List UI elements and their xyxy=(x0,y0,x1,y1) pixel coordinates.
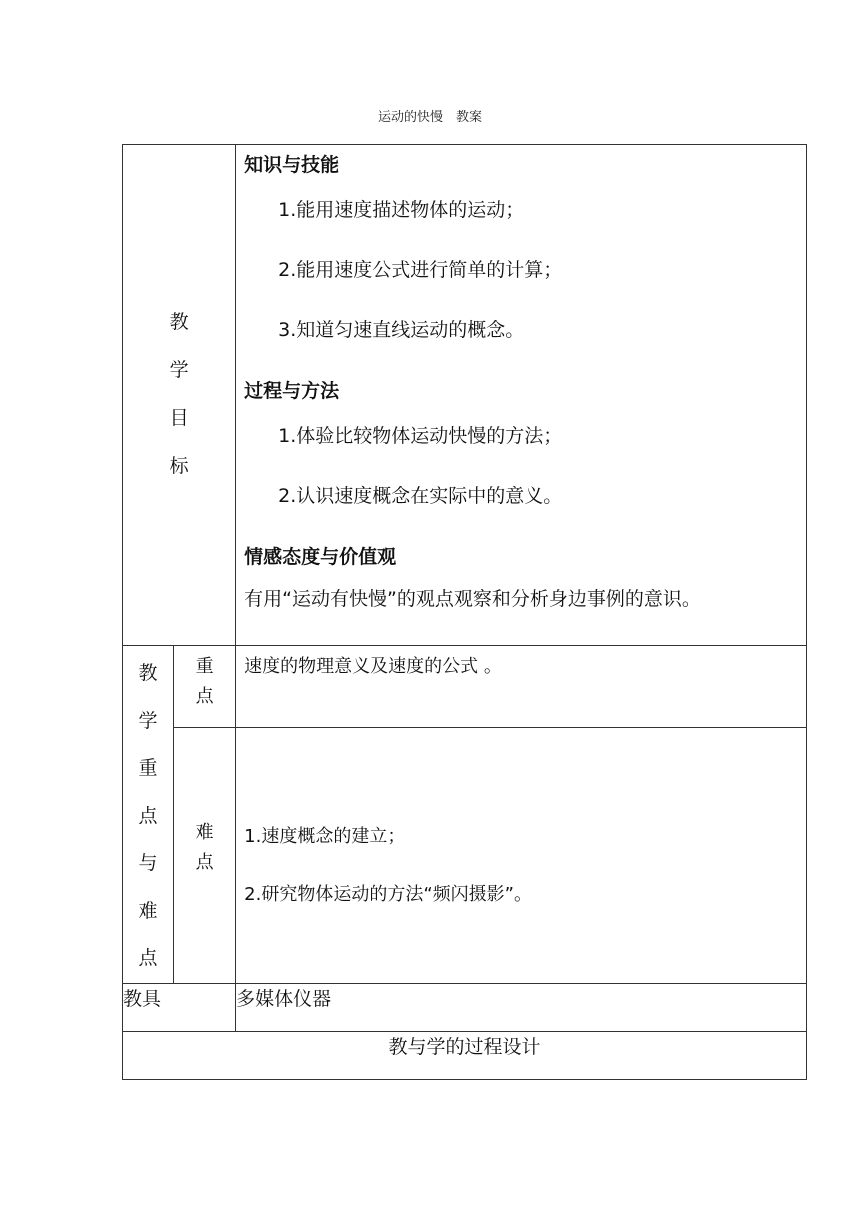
key-difficult-label: 教 学 重 点 与 难 点 xyxy=(123,646,174,984)
document-title: 运动的快慢 教案 xyxy=(377,110,482,125)
difficult-point-label: 难 点 xyxy=(174,727,236,983)
section-heading-process: 过程与方法 xyxy=(244,380,340,402)
tools-label: 教具 xyxy=(123,983,236,1031)
objectives-label: 教 学 目 标 xyxy=(123,145,236,646)
objective-item: 1.能用速度描述物体的运动； xyxy=(278,199,525,221)
objective-text: 有用“运动有快慢”的观点观察和分析身边事例的意识。 xyxy=(244,588,701,610)
section-heading-knowledge: 知识与技能 xyxy=(244,154,340,176)
section-heading-attitude: 情感态度与价值观 xyxy=(244,546,397,568)
tools-value: 多媒体仪器 xyxy=(236,983,807,1031)
difficult-point-row xyxy=(123,727,807,983)
objectives-content xyxy=(236,145,807,646)
process-heading: 教与学的过程设计 xyxy=(123,1031,807,1079)
difficult-item: 1.速度概念的建立； xyxy=(244,825,406,847)
key-point-text: 速度的物理意义及速度的公式 。 xyxy=(236,646,807,728)
lesson-plan-table xyxy=(122,144,807,1080)
objective-item: 2.能用速度公式进行简单的计算； xyxy=(278,259,563,281)
difficult-point-content xyxy=(236,727,807,983)
tools-row xyxy=(123,983,807,1031)
key-point-row xyxy=(123,646,807,728)
objective-item: 1.体验比较物体运动快慢的方法； xyxy=(278,425,563,447)
key-point-label: 重 点 xyxy=(174,646,236,728)
process-row xyxy=(123,1031,807,1079)
difficult-item: 2.研究物体运动的方法“频闪摄影”。 xyxy=(244,883,532,905)
objective-item: 2.认识速度概念在实际中的意义。 xyxy=(278,485,563,507)
objective-item: 3.知道匀速直线运动的概念。 xyxy=(278,319,525,341)
objectives-row xyxy=(123,145,807,646)
